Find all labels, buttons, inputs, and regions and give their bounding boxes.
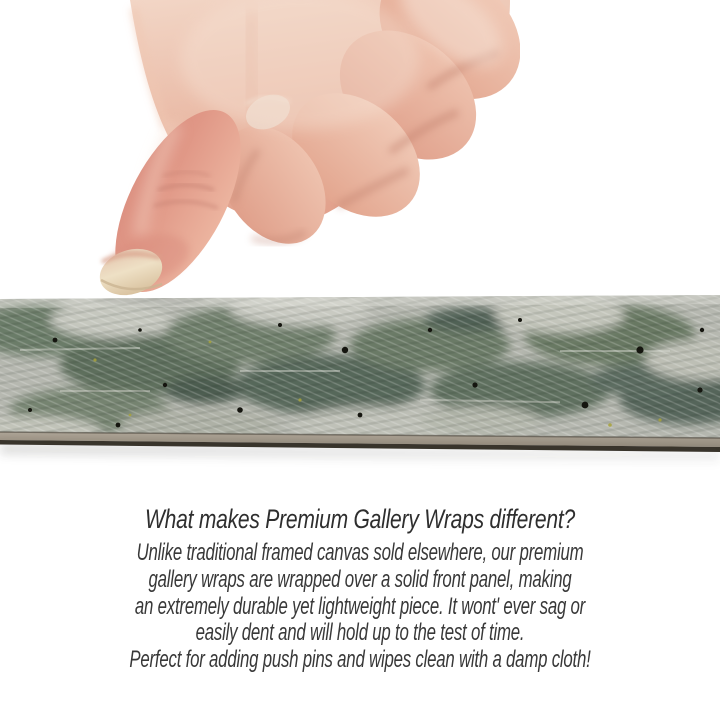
hand-photo bbox=[0, 0, 520, 310]
description-line: gallery wraps are wrapped over a solid front panel, making bbox=[148, 565, 572, 593]
headline: What makes Premium Gallery Wraps different? bbox=[145, 504, 575, 534]
description-line: Unlike traditional framed canvas sold elsewhere, our premium bbox=[136, 539, 584, 566]
canvas-face bbox=[0, 290, 720, 450]
description-line: easily dent and will hold up to the test of time. bbox=[195, 619, 525, 647]
copy-block bbox=[0, 502, 720, 674]
description-line: an extremely durable yet lightweight piece. It wont' ever sag or bbox=[134, 592, 586, 620]
canvas-strip-illustration bbox=[0, 290, 720, 475]
description bbox=[0, 540, 720, 674]
hand-illustration bbox=[0, 0, 520, 310]
description-line: Perfect for adding push pins and wipes clean with a damp cloth! bbox=[129, 646, 591, 674]
canvas-edge-photo bbox=[0, 290, 720, 475]
